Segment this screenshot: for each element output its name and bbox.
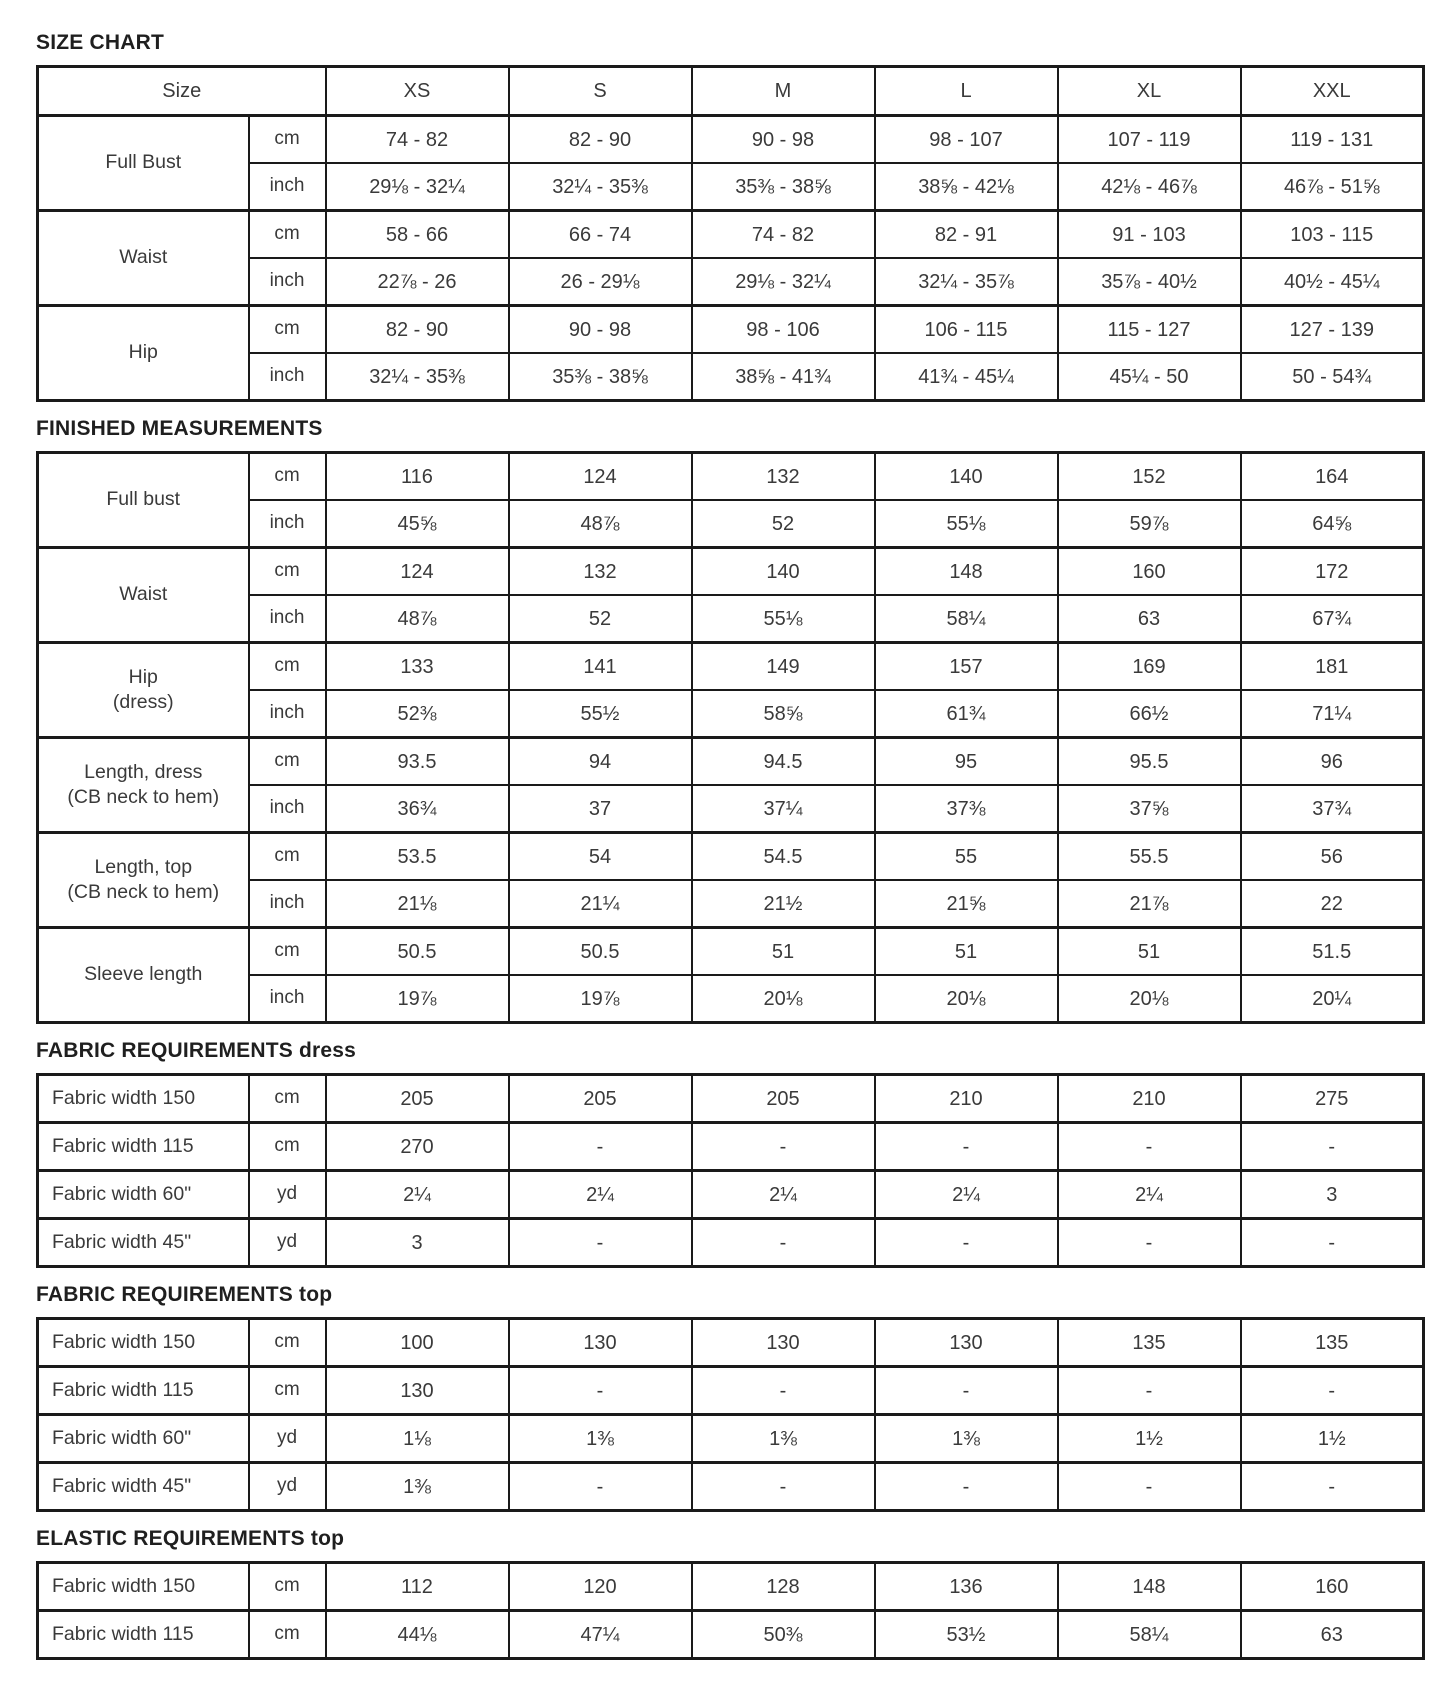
- value-cell: 107 - 119: [1058, 116, 1241, 164]
- value-cell: 103 - 115: [1241, 211, 1424, 259]
- column-header-l: L: [875, 67, 1058, 116]
- value-cell: 130: [326, 1367, 509, 1415]
- value-cell: 64⅝: [1241, 500, 1424, 548]
- value-cell: 32¼ - 35⅜: [326, 353, 509, 401]
- value-cell: 130: [509, 1319, 692, 1367]
- value-cell: 130: [692, 1319, 875, 1367]
- value-cell: 20⅛: [692, 975, 875, 1023]
- unit-cell: inch: [249, 785, 326, 833]
- row-label: Waist: [38, 211, 249, 306]
- value-cell: 66 - 74: [509, 211, 692, 259]
- row-label: Waist: [38, 548, 249, 643]
- value-cell: 130: [875, 1319, 1058, 1367]
- value-cell: 2¼: [509, 1171, 692, 1219]
- value-cell: 48⅞: [326, 595, 509, 643]
- unit-cell: cm: [249, 1611, 326, 1659]
- value-cell: 270: [326, 1123, 509, 1171]
- value-cell: 82 - 90: [326, 306, 509, 354]
- value-cell: 37¾: [1241, 785, 1424, 833]
- value-cell: 38⅝ - 41¾: [692, 353, 875, 401]
- column-header-s: S: [509, 67, 692, 116]
- row-label: Full Bust: [38, 116, 249, 211]
- value-cell: 50.5: [326, 928, 509, 976]
- value-cell: 82 - 90: [509, 116, 692, 164]
- value-cell: -: [509, 1463, 692, 1511]
- table-row: [38, 1075, 1424, 1123]
- unit-cell: yd: [249, 1463, 326, 1511]
- value-cell: -: [692, 1219, 875, 1267]
- table-row: [38, 453, 1424, 501]
- value-cell: -: [1241, 1367, 1424, 1415]
- section-fabric-requirements-dress: [36, 1038, 1425, 1268]
- column-header-m: M: [692, 67, 875, 116]
- size-header-cell: Size: [38, 67, 326, 116]
- value-cell: 55⅛: [875, 500, 1058, 548]
- value-cell: 2¼: [1058, 1171, 1241, 1219]
- value-cell: 66½: [1058, 690, 1241, 738]
- value-cell: 132: [509, 548, 692, 596]
- table-row: [38, 1611, 1424, 1659]
- value-cell: 148: [1058, 1563, 1241, 1611]
- unit-cell: inch: [249, 353, 326, 401]
- table-row: [38, 928, 1424, 976]
- value-cell: 127 - 139: [1241, 306, 1424, 354]
- value-cell: 2¼: [692, 1171, 875, 1219]
- value-cell: 52: [692, 500, 875, 548]
- unit-cell: cm: [249, 643, 326, 691]
- row-label: Fabric width 115: [38, 1123, 249, 1171]
- value-cell: 124: [326, 548, 509, 596]
- value-cell: 74 - 82: [326, 116, 509, 164]
- value-cell: 133: [326, 643, 509, 691]
- row-label: Sleeve length: [38, 928, 249, 1023]
- value-cell: 55½: [509, 690, 692, 738]
- value-cell: 160: [1058, 548, 1241, 596]
- value-cell: 90 - 98: [692, 116, 875, 164]
- value-cell: 41¾ - 45¼: [875, 353, 1058, 401]
- row-label: Length, dress (CB neck to hem): [38, 738, 249, 833]
- table-row: [38, 1367, 1424, 1415]
- value-cell: 36¾: [326, 785, 509, 833]
- unit-cell: inch: [249, 258, 326, 306]
- value-cell: 98 - 107: [875, 116, 1058, 164]
- value-cell: 26 - 29⅛: [509, 258, 692, 306]
- value-cell: 149: [692, 643, 875, 691]
- value-cell: -: [875, 1463, 1058, 1511]
- row-label: Fabric width 150: [38, 1075, 249, 1123]
- value-cell: 47¼: [509, 1611, 692, 1659]
- table-row: [38, 116, 1424, 164]
- value-cell: 51: [692, 928, 875, 976]
- value-cell: 164: [1241, 453, 1424, 501]
- value-cell: -: [692, 1367, 875, 1415]
- value-cell: -: [875, 1219, 1058, 1267]
- value-cell: 94: [509, 738, 692, 786]
- section-finished-measurements: [36, 416, 1425, 1024]
- row-label: Fabric width 115: [38, 1367, 249, 1415]
- value-cell: 50.5: [509, 928, 692, 976]
- unit-cell: cm: [249, 548, 326, 596]
- value-cell: 205: [509, 1075, 692, 1123]
- value-cell: 90 - 98: [509, 306, 692, 354]
- row-label: Fabric width 150: [38, 1563, 249, 1611]
- value-cell: 1½: [1058, 1415, 1241, 1463]
- value-cell: 152: [1058, 453, 1241, 501]
- unit-cell: cm: [249, 833, 326, 881]
- value-cell: 3: [1241, 1171, 1424, 1219]
- unit-cell: inch: [249, 880, 326, 928]
- unit-cell: cm: [249, 453, 326, 501]
- unit-cell: inch: [249, 595, 326, 643]
- value-cell: 1⅜: [692, 1415, 875, 1463]
- value-cell: 148: [875, 548, 1058, 596]
- unit-cell: inch: [249, 690, 326, 738]
- table-row: [38, 1563, 1424, 1611]
- table-row: [38, 738, 1424, 786]
- value-cell: -: [1058, 1367, 1241, 1415]
- value-cell: 46⅞ - 51⅝: [1241, 163, 1424, 211]
- unit-cell: inch: [249, 975, 326, 1023]
- value-cell: 63: [1058, 595, 1241, 643]
- section-title-fabric-requirements-dress: FABRIC REQUIREMENTS dress: [36, 1039, 357, 1062]
- value-cell: 160: [1241, 1563, 1424, 1611]
- unit-cell: inch: [249, 500, 326, 548]
- value-cell: 93.5: [326, 738, 509, 786]
- value-cell: 2¼: [875, 1171, 1058, 1219]
- value-cell: 119 - 131: [1241, 116, 1424, 164]
- value-cell: 210: [875, 1075, 1058, 1123]
- value-cell: 71¼: [1241, 690, 1424, 738]
- table-row: [38, 306, 1424, 354]
- unit-cell: cm: [249, 1367, 326, 1415]
- value-cell: 45¼ - 50: [1058, 353, 1241, 401]
- value-cell: 45⅝: [326, 500, 509, 548]
- value-cell: 29⅛ - 32¼: [326, 163, 509, 211]
- unit-cell: cm: [249, 1319, 326, 1367]
- value-cell: -: [509, 1219, 692, 1267]
- value-cell: 210: [1058, 1075, 1241, 1123]
- row-label: Full bust: [38, 453, 249, 548]
- value-cell: 136: [875, 1563, 1058, 1611]
- value-cell: 58⅝: [692, 690, 875, 738]
- section-title-fabric-requirements-top: FABRIC REQUIREMENTS top: [36, 1283, 333, 1306]
- value-cell: 58¼: [875, 595, 1058, 643]
- value-cell: 1⅛: [326, 1415, 509, 1463]
- value-cell: 1½: [1241, 1415, 1424, 1463]
- value-cell: 141: [509, 643, 692, 691]
- unit-cell: yd: [249, 1171, 326, 1219]
- value-cell: 35⅞ - 40½: [1058, 258, 1241, 306]
- value-cell: 51: [875, 928, 1058, 976]
- value-cell: -: [1241, 1463, 1424, 1511]
- value-cell: 53½: [875, 1611, 1058, 1659]
- value-cell: -: [875, 1123, 1058, 1171]
- value-cell: 55: [875, 833, 1058, 881]
- elastic-requirements-top-table: [36, 1561, 1425, 1660]
- value-cell: 40½ - 45¼: [1241, 258, 1424, 306]
- table-row: [38, 643, 1424, 691]
- row-label: Hip: [38, 306, 249, 401]
- value-cell: 157: [875, 643, 1058, 691]
- value-cell: 50 - 54¾: [1241, 353, 1424, 401]
- value-cell: 100: [326, 1319, 509, 1367]
- value-cell: 115 - 127: [1058, 306, 1241, 354]
- table-row: [38, 548, 1424, 596]
- section-fabric-requirements-top: [36, 1282, 1425, 1512]
- table-row: [38, 1463, 1424, 1511]
- row-label: Fabric width 115: [38, 1611, 249, 1659]
- unit-cell: cm: [249, 1563, 326, 1611]
- row-label: Fabric width 60": [38, 1415, 249, 1463]
- fabric-requirements-top-table: [36, 1317, 1425, 1512]
- value-cell: 55⅛: [692, 595, 875, 643]
- value-cell: 21⅞: [1058, 880, 1241, 928]
- unit-cell: yd: [249, 1219, 326, 1267]
- table-row: [38, 1415, 1424, 1463]
- section-elastic-requirements-top: [36, 1526, 1425, 1660]
- value-cell: 135: [1241, 1319, 1424, 1367]
- value-cell: 20⅛: [1058, 975, 1241, 1023]
- value-cell: 132: [692, 453, 875, 501]
- value-cell: 205: [692, 1075, 875, 1123]
- value-cell: 48⅞: [509, 500, 692, 548]
- value-cell: 95: [875, 738, 1058, 786]
- value-cell: 51: [1058, 928, 1241, 976]
- value-cell: 63: [1241, 1611, 1424, 1659]
- table-row: [38, 1319, 1424, 1367]
- unit-cell: cm: [249, 738, 326, 786]
- table-row: [38, 1123, 1424, 1171]
- column-header-xxl: XXL: [1241, 67, 1424, 116]
- value-cell: 172: [1241, 548, 1424, 596]
- value-cell: 54: [509, 833, 692, 881]
- value-cell: -: [692, 1123, 875, 1171]
- value-cell: 74 - 82: [692, 211, 875, 259]
- unit-cell: cm: [249, 1075, 326, 1123]
- value-cell: -: [1241, 1219, 1424, 1267]
- table-row: [38, 1171, 1424, 1219]
- value-cell: 55.5: [1058, 833, 1241, 881]
- value-cell: -: [1058, 1123, 1241, 1171]
- value-cell: 112: [326, 1563, 509, 1611]
- value-cell: 21½: [692, 880, 875, 928]
- row-label: Fabric width 150: [38, 1319, 249, 1367]
- value-cell: 1⅜: [875, 1415, 1058, 1463]
- value-cell: 106 - 115: [875, 306, 1058, 354]
- fabric-requirements-dress-table: [36, 1073, 1425, 1268]
- header-row: [38, 67, 1424, 116]
- value-cell: -: [875, 1367, 1058, 1415]
- row-label: Hip (dress): [38, 643, 249, 738]
- value-cell: 32¼ - 35⅜: [509, 163, 692, 211]
- value-cell: 67¾: [1241, 595, 1424, 643]
- row-label: Fabric width 45": [38, 1463, 249, 1511]
- value-cell: 19⅞: [326, 975, 509, 1023]
- section-title-finished-measurements: FINISHED MEASUREMENTS: [36, 417, 323, 440]
- value-cell: 140: [875, 453, 1058, 501]
- value-cell: 29⅛ - 32¼: [692, 258, 875, 306]
- section-title-elastic-requirements-top: ELASTIC REQUIREMENTS top: [36, 1527, 345, 1550]
- section-title-size-chart: SIZE CHART: [36, 31, 164, 54]
- value-cell: 59⅞: [1058, 500, 1241, 548]
- table-row: [38, 211, 1424, 259]
- value-cell: 21⅝: [875, 880, 1058, 928]
- row-label: Length, top (CB neck to hem): [38, 833, 249, 928]
- value-cell: 51.5: [1241, 928, 1424, 976]
- value-cell: -: [1058, 1463, 1241, 1511]
- value-cell: 42⅛ - 46⅞: [1058, 163, 1241, 211]
- value-cell: 61¾: [875, 690, 1058, 738]
- unit-cell: cm: [249, 1123, 326, 1171]
- row-label: Fabric width 60": [38, 1171, 249, 1219]
- value-cell: 120: [509, 1563, 692, 1611]
- unit-cell: cm: [249, 116, 326, 164]
- value-cell: 54.5: [692, 833, 875, 881]
- value-cell: 58¼: [1058, 1611, 1241, 1659]
- value-cell: 22: [1241, 880, 1424, 928]
- value-cell: 3: [326, 1219, 509, 1267]
- value-cell: 56: [1241, 833, 1424, 881]
- value-cell: 135: [1058, 1319, 1241, 1367]
- value-cell: 19⅞: [509, 975, 692, 1023]
- value-cell: -: [1058, 1219, 1241, 1267]
- value-cell: 205: [326, 1075, 509, 1123]
- column-header-xl: XL: [1058, 67, 1241, 116]
- column-header-xs: XS: [326, 67, 509, 116]
- value-cell: 95.5: [1058, 738, 1241, 786]
- value-cell: 38⅝ - 42⅛: [875, 163, 1058, 211]
- value-cell: -: [1241, 1123, 1424, 1171]
- unit-cell: yd: [249, 1415, 326, 1463]
- value-cell: -: [692, 1463, 875, 1511]
- value-cell: 32¼ - 35⅞: [875, 258, 1058, 306]
- value-cell: 91 - 103: [1058, 211, 1241, 259]
- value-cell: 169: [1058, 643, 1241, 691]
- row-label: Fabric width 45": [38, 1219, 249, 1267]
- finished-measurements-table: [36, 451, 1425, 1024]
- value-cell: 21¼: [509, 880, 692, 928]
- value-cell: -: [509, 1123, 692, 1171]
- value-cell: -: [509, 1367, 692, 1415]
- value-cell: 37⅝: [1058, 785, 1241, 833]
- value-cell: 35⅜ - 38⅝: [509, 353, 692, 401]
- value-cell: 94.5: [692, 738, 875, 786]
- section-size-chart: [36, 30, 1425, 402]
- value-cell: 53.5: [326, 833, 509, 881]
- value-cell: 44⅛: [326, 1611, 509, 1659]
- value-cell: 2¼: [326, 1171, 509, 1219]
- unit-cell: cm: [249, 928, 326, 976]
- value-cell: 35⅜ - 38⅝: [692, 163, 875, 211]
- value-cell: 52⅜: [326, 690, 509, 738]
- table-row: [38, 1219, 1424, 1267]
- value-cell: 58 - 66: [326, 211, 509, 259]
- value-cell: 96: [1241, 738, 1424, 786]
- value-cell: 20⅛: [875, 975, 1058, 1023]
- value-cell: 52: [509, 595, 692, 643]
- size-chart-table: [36, 65, 1425, 402]
- value-cell: 128: [692, 1563, 875, 1611]
- value-cell: 21⅛: [326, 880, 509, 928]
- value-cell: 22⅞ - 26: [326, 258, 509, 306]
- value-cell: 1⅜: [509, 1415, 692, 1463]
- unit-cell: inch: [249, 163, 326, 211]
- value-cell: 37¼: [692, 785, 875, 833]
- value-cell: 181: [1241, 643, 1424, 691]
- value-cell: 50⅜: [692, 1611, 875, 1659]
- table-row: [38, 833, 1424, 881]
- value-cell: 140: [692, 548, 875, 596]
- value-cell: 82 - 91: [875, 211, 1058, 259]
- value-cell: 37: [509, 785, 692, 833]
- value-cell: 37⅜: [875, 785, 1058, 833]
- value-cell: 1⅜: [326, 1463, 509, 1511]
- value-cell: 116: [326, 453, 509, 501]
- value-cell: 20¼: [1241, 975, 1424, 1023]
- value-cell: 124: [509, 453, 692, 501]
- value-cell: 98 - 106: [692, 306, 875, 354]
- unit-cell: cm: [249, 306, 326, 354]
- unit-cell: cm: [249, 211, 326, 259]
- value-cell: 275: [1241, 1075, 1424, 1123]
